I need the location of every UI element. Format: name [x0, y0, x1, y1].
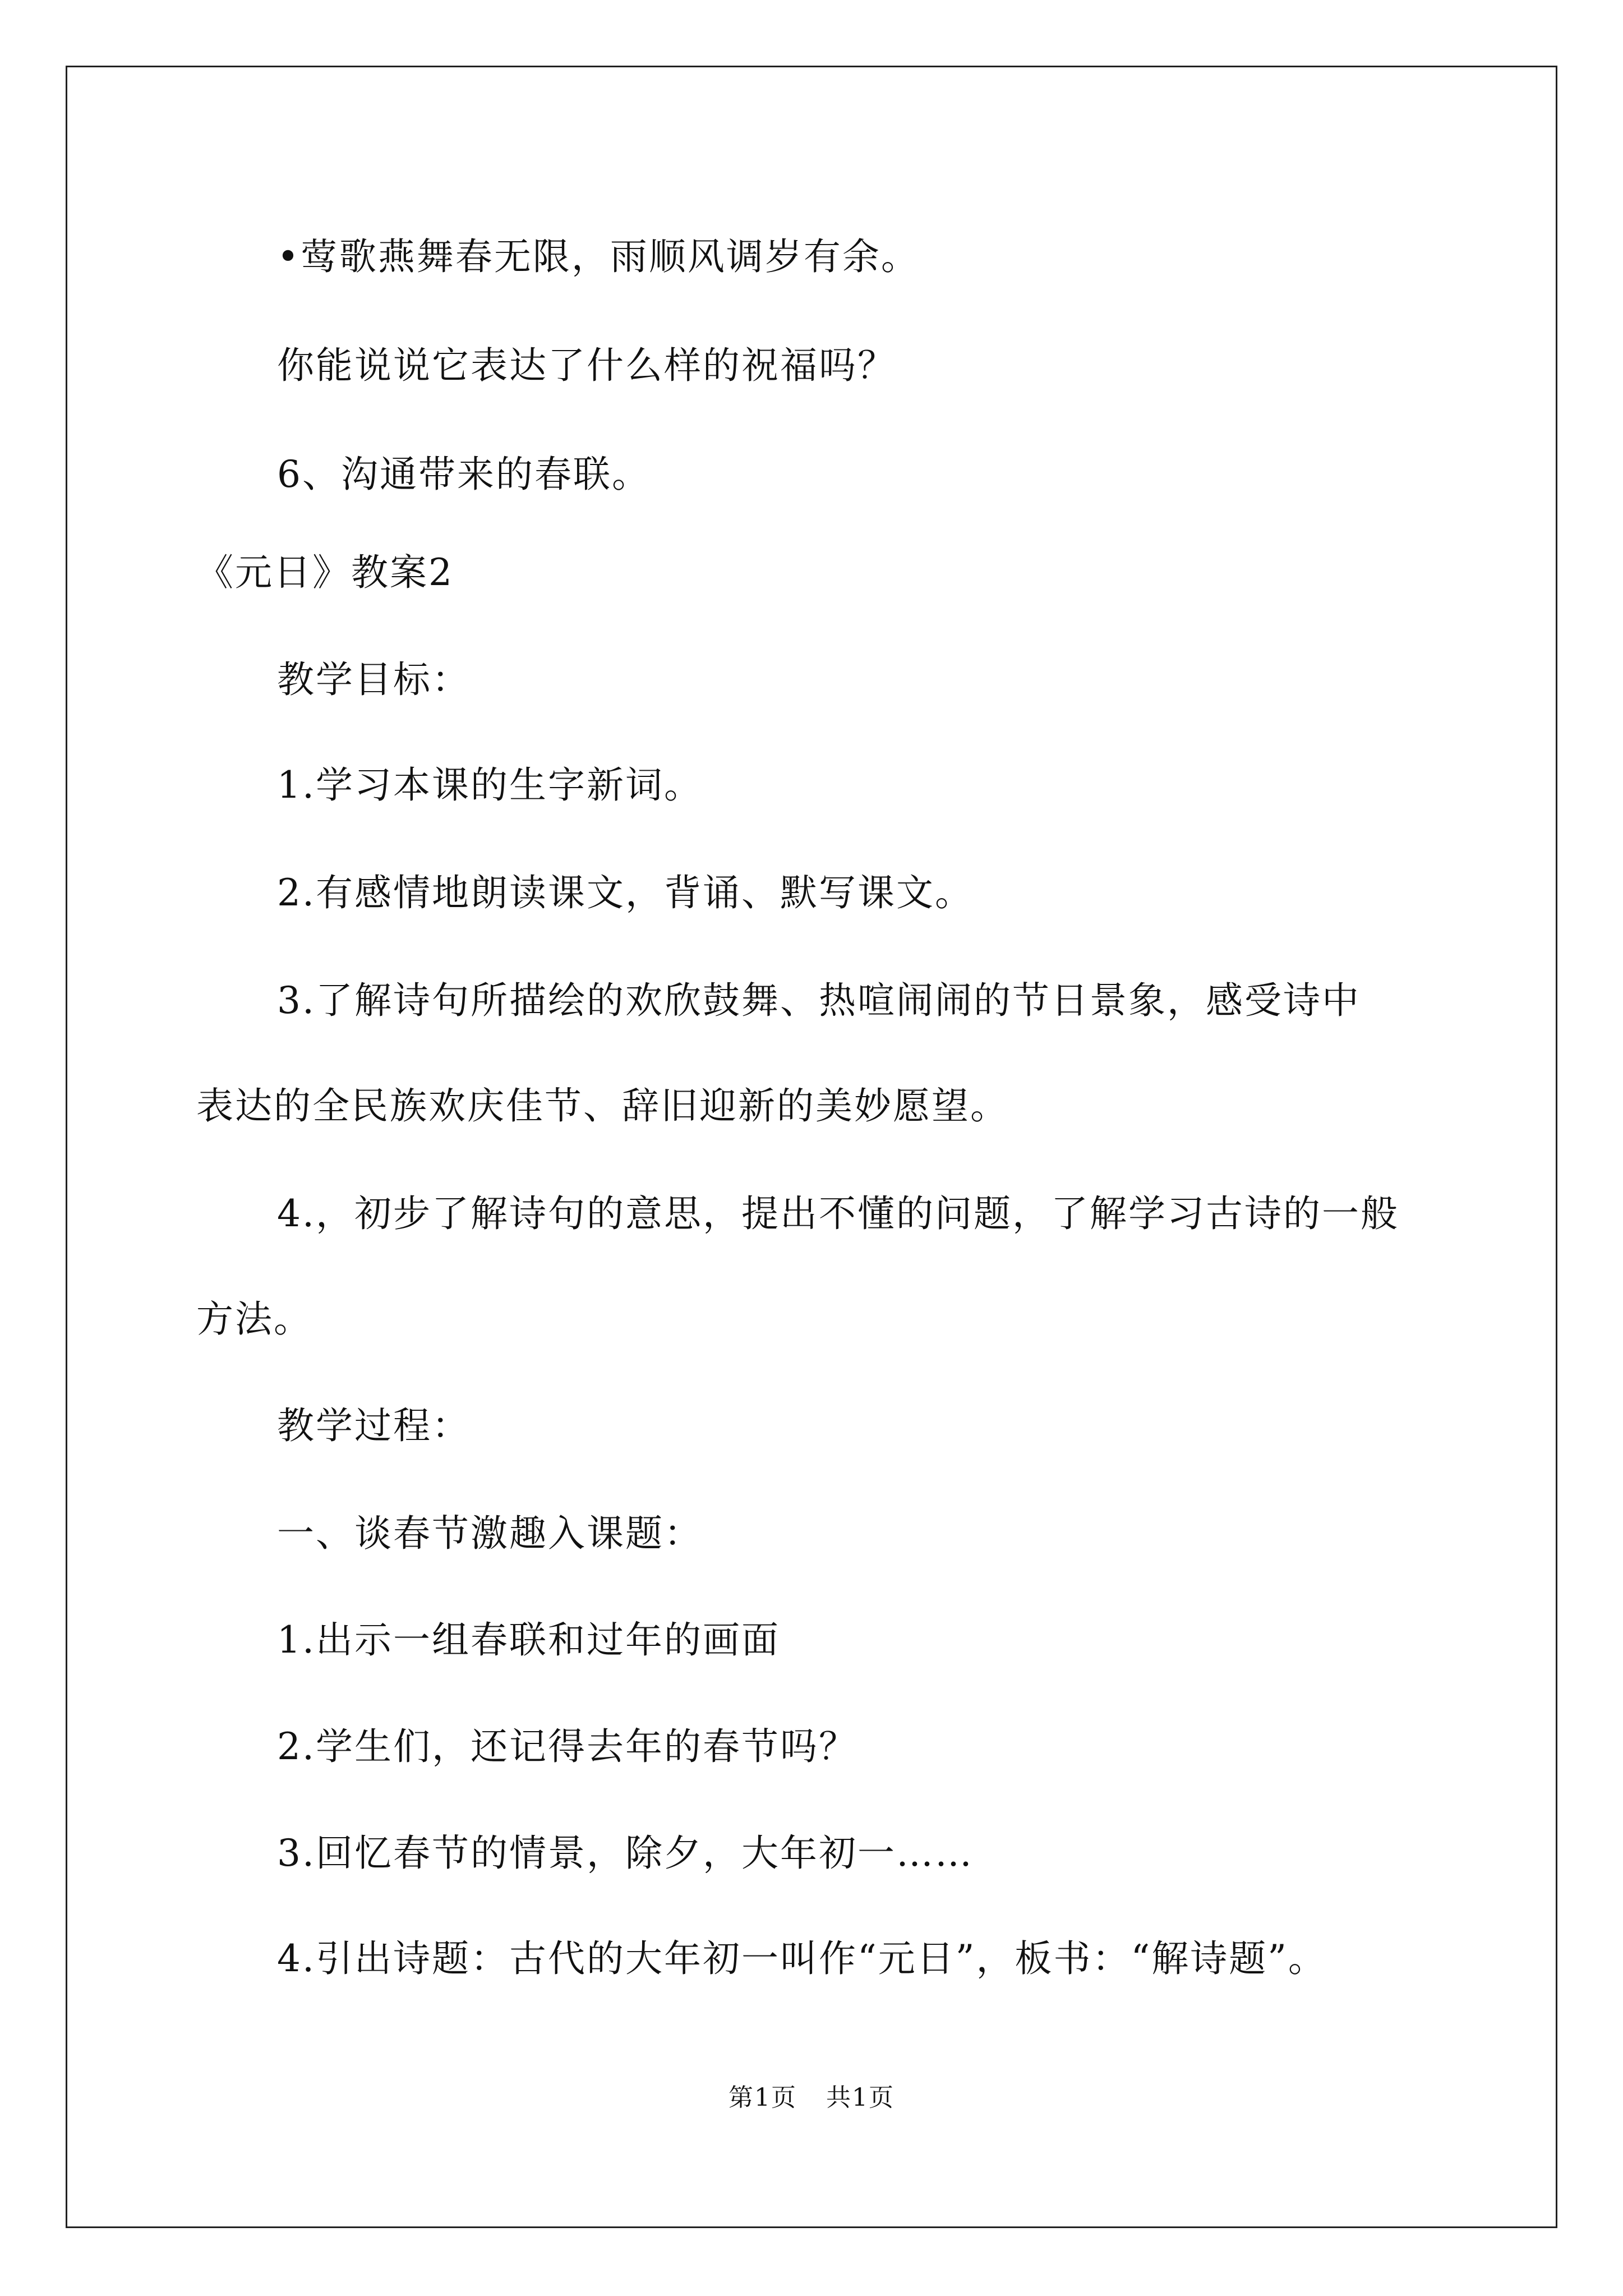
page-footer: [0, 2081, 1623, 2115]
text-line-6: 1.学习本课的生字新词。: [277, 763, 703, 807]
text-line-8: 3.了解诗句所描绘的欢欣鼓舞、热喧闹闹的节日景象，感受诗中: [277, 979, 1361, 1022]
text-line-7: 2.有感情地朗读课文，背诵、默写课文。: [277, 871, 974, 914]
text-line-13: 一、谈春节激趣入课题：: [277, 1512, 703, 1555]
page-number: 第1页: [728, 2083, 797, 2112]
text-line-16: 3.回忆春节的情景，除夕，大年初一……: [277, 1832, 974, 1875]
page-total: 共1页: [826, 2083, 895, 2112]
text-line-12: 教学过程：: [277, 1404, 471, 1447]
section-heading: 《元日》教案2: [196, 551, 454, 594]
text-line-10: 4.，初步了解诗句的意思，提出不懂的问题，了解学习古诗的一般: [277, 1192, 1399, 1235]
text-line-5: 教学目标：: [277, 658, 471, 701]
text-line-15: 2.学生们，还记得去年的春节吗？: [277, 1725, 857, 1768]
text-line-17: 4.引出诗题：古代的大年初一叫作“元日”，板书：“解诗题”。: [277, 1937, 1327, 1980]
text-line-11: 方法。: [196, 1297, 312, 1341]
text-line-3: 6、沟通带来的春联。: [277, 453, 651, 496]
text-line-14: 1.出示一组春联和过年的画面: [277, 1618, 780, 1662]
text-line-2: 你能说说它表达了什么样的祝福吗？: [277, 344, 896, 387]
text-line-9: 表达的全民族欢庆佳节、辞旧迎新的美妙愿望。: [196, 1084, 1009, 1128]
text-line-1: •莺歌燕舞春无限，雨顺风调岁有余。: [277, 235, 920, 278]
